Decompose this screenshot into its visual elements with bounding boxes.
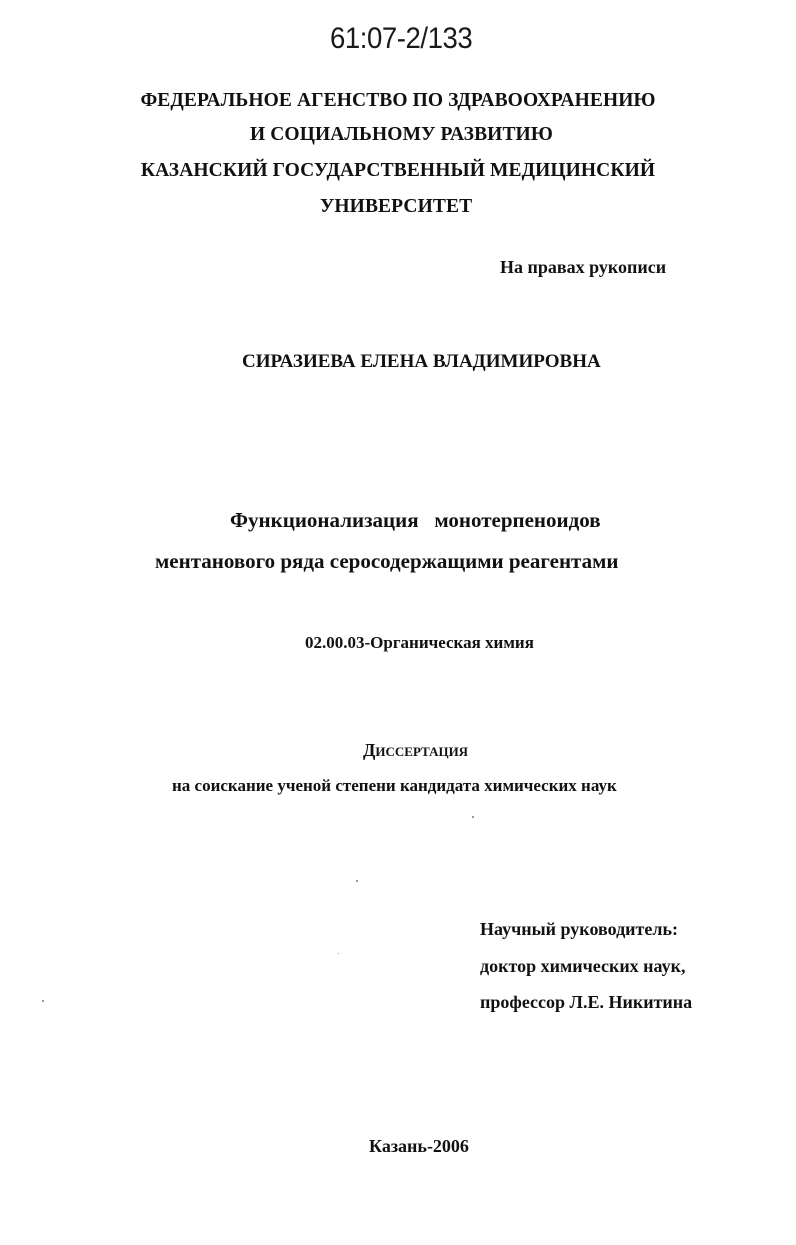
scan-speck bbox=[338, 953, 339, 954]
dissertation-title-line-1: Функционализация монотерпеноидов bbox=[230, 508, 601, 532]
specialty-code: 02.00.03-Органическая химия bbox=[305, 633, 534, 652]
author-name: СИРАЗИЕВА ЕЛЕНА ВЛАДИМИРОВНА bbox=[242, 351, 601, 372]
organization-line-2: И СОЦИАЛЬНОМУ РАЗВИТИЮ bbox=[250, 124, 553, 145]
library-shelfmark: 61:07-2/133 bbox=[330, 22, 473, 55]
scan-speck bbox=[42, 1000, 44, 1002]
advisor-role: Научный руководитель: bbox=[480, 919, 678, 939]
advisor-degree: доктор химических наук, bbox=[480, 956, 686, 976]
manuscript-rights-note: На правах рукописи bbox=[500, 257, 667, 277]
scan-speck bbox=[472, 816, 474, 818]
scan-speck bbox=[356, 880, 358, 882]
organization-line-3: КАЗАНСКИЙ ГОСУДАРСТВЕННЫЙ МЕДИЦИНСКИЙ bbox=[140, 160, 656, 181]
place-and-year: Казань-2006 bbox=[369, 1136, 469, 1156]
advisor-name: профессор Л.Е. Никитина bbox=[480, 992, 693, 1012]
degree-statement: на соискание ученой степени кандидата химических наук bbox=[172, 776, 617, 795]
organization-line-1: ФЕДЕРАЛЬНОЕ АГЕНСТВО ПО ЗДРАВООХРАНЕНИЮ bbox=[140, 90, 656, 111]
dissertation-title-line-2: ментанового ряда серосодержащими реагентами bbox=[155, 549, 619, 573]
work-type: Диссертация bbox=[363, 740, 469, 760]
organization-line-4: УНИВЕРСИТЕТ bbox=[320, 196, 473, 217]
